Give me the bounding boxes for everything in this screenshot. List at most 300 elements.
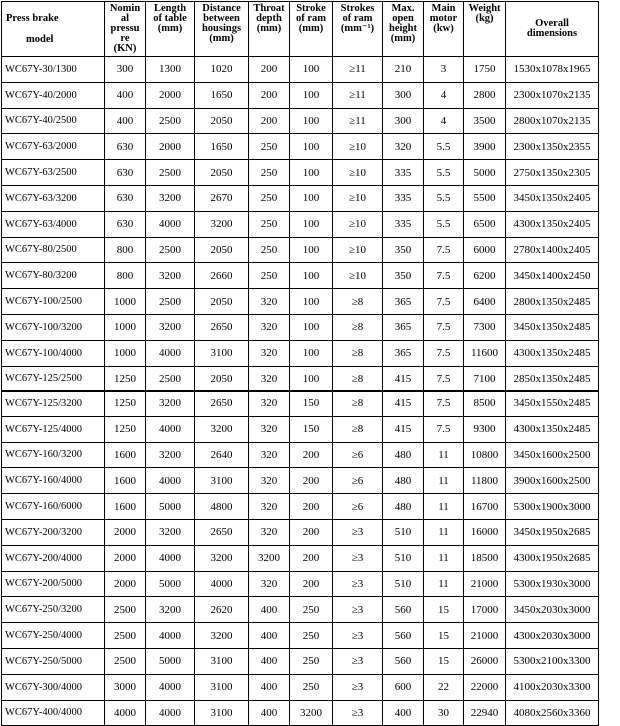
motor-cell: 15 [424,597,464,623]
table-row [2,674,599,700]
stroke-cell: 250 [290,648,333,674]
length-cell: 3200 [146,391,195,417]
distance-cell: 2050 [195,289,249,315]
stroke-cell: 100 [290,263,333,289]
pressure-cell: 800 [105,237,146,263]
length-cell: 5000 [146,648,195,674]
strokes-cell: ≥3 [333,571,383,597]
header-line: dimensions [526,28,578,39]
header-line: Overall [535,18,569,29]
weight-cell: 3500 [464,108,506,134]
dims-cell: 3900x1600x2500 [506,468,599,494]
length-cell: 4000 [146,700,195,726]
model-cell: WC67Y-400/4000 [2,700,105,726]
distance-cell: 3100 [195,468,249,494]
strokes-cell: ≥6 [333,494,383,520]
stroke-cell: 100 [290,211,333,237]
distance-cell: 2640 [195,442,249,468]
stroke-cell: 100 [290,289,333,315]
distance-cell: 2050 [195,160,249,186]
header-line: motor [429,13,458,24]
open-cell: 365 [383,340,424,366]
open-cell: 480 [383,468,424,494]
pressure-cell: 800 [105,263,146,289]
header-line: Nomin [109,3,141,14]
motor-cell: 5.5 [424,185,464,211]
length-cell: 5000 [146,571,195,597]
dims-cell: 3450x2030x3000 [506,597,599,623]
model-cell: WC67Y-200/4000 [2,545,105,571]
stroke-cell: 150 [290,391,333,417]
stroke-cell: 100 [290,314,333,340]
strokes-cell: ≥10 [333,211,383,237]
header-line: Distance [202,3,241,14]
table-row [2,416,599,442]
dims-cell: 5300x1900x3000 [506,494,599,520]
distance-cell: 3100 [195,674,249,700]
open-cell: 320 [383,134,424,160]
table-row [2,648,599,674]
open-cell: 480 [383,442,424,468]
weight-cell: 3900 [464,134,506,160]
strokes-cell: ≥10 [333,160,383,186]
table-row [2,185,599,211]
stroke-cell: 200 [290,468,333,494]
throat-cell: 200 [249,57,290,83]
throat-cell: 400 [249,648,290,674]
open-cell: 415 [383,391,424,417]
header-line: housings [201,23,242,34]
throat-cell: 320 [249,494,290,520]
pressure-cell: 630 [105,211,146,237]
model-cell: WC67Y-200/3200 [2,519,105,545]
throat-cell: 250 [249,185,290,211]
throat-cell: 400 [249,674,290,700]
open-cell: 300 [383,82,424,108]
header-line: al [120,13,130,24]
header-line: of table [153,13,187,24]
weight-cell: 16700 [464,494,506,520]
pressure-cell: 1000 [105,340,146,366]
header-line: (kw) [433,23,454,34]
dims-cell: 5300x1930x3000 [506,571,599,597]
pressure-cell: 2000 [105,571,146,597]
distance-cell: 2650 [195,391,249,417]
strokes-cell: ≥3 [333,623,383,649]
motor-cell: 11 [424,494,464,520]
distance-cell: 2670 [195,185,249,211]
header-line: (mm⁻¹) [340,23,375,34]
header-open [383,2,424,57]
weight-cell: 8500 [464,391,506,417]
strokes-cell: ≥3 [333,545,383,571]
throat-cell: 400 [249,623,290,649]
model-cell: WC67Y-160/4000 [2,468,105,494]
strokes-cell: ≥11 [333,57,383,83]
dims-cell: 1530x1078x1965 [506,57,599,83]
stroke-cell: 200 [290,545,333,571]
motor-cell: 11 [424,519,464,545]
header-line: Length [153,3,187,14]
open-cell: 480 [383,494,424,520]
model-cell: WC67Y-40/2500 [2,108,105,134]
stroke-cell: 100 [290,340,333,366]
motor-cell: 7.5 [424,366,464,392]
throat-cell: 320 [249,366,290,392]
length-cell: 4000 [146,468,195,494]
header-line: Main [431,3,456,14]
length-cell: 3200 [146,442,195,468]
table-row [2,263,599,289]
model-cell: WC67Y-100/2500 [2,289,105,315]
motor-cell: 7.5 [424,237,464,263]
length-cell: 2500 [146,289,195,315]
pressure-cell: 1600 [105,468,146,494]
throat-cell: 320 [249,391,290,417]
open-cell: 300 [383,108,424,134]
length-cell: 2500 [146,237,195,263]
open-cell: 560 [383,648,424,674]
distance-cell: 1020 [195,57,249,83]
throat-cell: 400 [249,597,290,623]
dims-cell: 2750x1350x2305 [506,160,599,186]
model-cell: WC67Y-125/2500 [2,366,105,392]
header-line: (mm) [256,23,282,34]
header-motor [424,2,464,57]
open-cell: 365 [383,289,424,315]
header-line: pressu [110,23,140,34]
motor-cell: 5.5 [424,160,464,186]
pressure-cell: 3000 [105,674,146,700]
strokes-cell: ≥10 [333,134,383,160]
motor-cell: 15 [424,623,464,649]
distance-cell: 1650 [195,82,249,108]
stroke-cell: 100 [290,134,333,160]
model-cell: WC67Y-30/1300 [2,57,105,83]
length-cell: 4000 [146,545,195,571]
pressure-cell: 630 [105,134,146,160]
dims-cell: 3450x1350x2485 [506,314,599,340]
distance-cell: 3100 [195,700,249,726]
open-cell: 415 [383,416,424,442]
stroke-cell: 100 [290,366,333,392]
table-row [2,289,599,315]
strokes-cell: ≥6 [333,468,383,494]
stroke-cell: 100 [290,57,333,83]
header-line: (mm) [157,23,183,34]
distance-cell: 2050 [195,108,249,134]
dims-cell: 4300x2030x3000 [506,623,599,649]
open-cell: 510 [383,571,424,597]
weight-cell: 11600 [464,340,506,366]
table-row [2,108,599,134]
length-cell: 2500 [146,160,195,186]
stroke-cell: 3200 [290,700,333,726]
header-throat [249,2,290,57]
weight-cell: 5000 [464,160,506,186]
length-cell: 2500 [146,108,195,134]
header-line: Weight [468,3,501,14]
pressure-cell: 2500 [105,623,146,649]
motor-cell: 7.5 [424,314,464,340]
table-row [2,211,599,237]
distance-cell: 3200 [195,416,249,442]
distance-cell: 3200 [195,211,249,237]
model-cell: WC67Y-80/3200 [2,263,105,289]
motor-cell: 7.5 [424,340,464,366]
motor-cell: 11 [424,468,464,494]
throat-cell: 320 [249,314,290,340]
weight-cell: 16000 [464,519,506,545]
table-header [2,2,599,57]
weight-cell: 6200 [464,263,506,289]
dims-cell: 2300x1350x2355 [506,134,599,160]
throat-cell: 320 [249,571,290,597]
strokes-cell: ≥8 [333,340,383,366]
open-cell: 510 [383,545,424,571]
strokes-cell: ≥3 [333,597,383,623]
model-cell: WC67Y-40/2000 [2,82,105,108]
stroke-cell: 100 [290,160,333,186]
model-cell: WC67Y-63/2500 [2,160,105,186]
table-row [2,314,599,340]
distance-cell: 4000 [195,571,249,597]
pressure-cell: 2500 [105,648,146,674]
distance-cell: 3200 [195,623,249,649]
distance-cell: 2050 [195,366,249,392]
table-row [2,494,599,520]
length-cell: 3200 [146,263,195,289]
header-dims [506,2,599,57]
weight-cell: 5500 [464,185,506,211]
distance-cell: 3100 [195,340,249,366]
motor-cell: 7.5 [424,416,464,442]
strokes-cell: ≥11 [333,82,383,108]
table-row [2,468,599,494]
length-cell: 4000 [146,340,195,366]
strokes-cell: ≥3 [333,648,383,674]
throat-cell: 320 [249,442,290,468]
throat-cell: 400 [249,700,290,726]
open-cell: 335 [383,160,424,186]
weight-cell: 7100 [464,366,506,392]
header-distance [195,2,249,57]
table-row [2,340,599,366]
spec-table-1 [1,1,599,392]
open-cell: 560 [383,623,424,649]
header-stroke [290,2,333,57]
length-cell: 3200 [146,314,195,340]
header-line: (kg) [475,13,494,24]
distance-cell: 2050 [195,237,249,263]
weight-cell: 22940 [464,700,506,726]
distance-cell: 2620 [195,597,249,623]
length-cell: 2000 [146,134,195,160]
throat-cell: 250 [249,237,290,263]
strokes-cell: ≥3 [333,674,383,700]
weight-cell: 9300 [464,416,506,442]
table-row [2,571,599,597]
model-cell: WC67Y-250/3200 [2,597,105,623]
pressure-cell: 630 [105,185,146,211]
pressure-cell: 400 [105,82,146,108]
model-cell: WC67Y-250/4000 [2,623,105,649]
open-cell: 335 [383,185,424,211]
distance-cell: 3100 [195,648,249,674]
pressure-cell: 1000 [105,289,146,315]
model-cell: WC67Y-100/3200 [2,314,105,340]
model-cell: WC67Y-160/6000 [2,494,105,520]
model-cell: WC67Y-125/3200 [2,391,105,417]
throat-cell: 320 [249,340,290,366]
header-line: Strokes [340,3,375,14]
distance-cell: 2650 [195,314,249,340]
pressure-cell: 1600 [105,442,146,468]
weight-cell: 10800 [464,442,506,468]
dims-cell: 2800x1350x2485 [506,289,599,315]
motor-cell: 5.5 [424,134,464,160]
pressure-cell: 630 [105,160,146,186]
dims-cell: 3450x1950x2685 [506,519,599,545]
dims-cell: 4300x1350x2485 [506,340,599,366]
stroke-cell: 100 [290,237,333,263]
weight-cell: 1750 [464,57,506,83]
model-cell: WC67Y-80/2500 [2,237,105,263]
header-line: depth [256,13,282,24]
table-row [2,391,599,417]
stroke-cell: 100 [290,82,333,108]
header-pressure [105,2,146,57]
stroke-cell: 250 [290,623,333,649]
table-row [2,237,599,263]
header-line: Press brake [6,13,59,24]
distance-cell: 2660 [195,263,249,289]
weight-cell: 26000 [464,648,506,674]
weight-cell: 7300 [464,314,506,340]
dims-cell: 4080x2560x3360 [506,700,599,726]
open-cell: 350 [383,237,424,263]
motor-cell: 11 [424,442,464,468]
header-line: of ram [342,13,373,24]
header-strokes [333,2,383,57]
weight-cell: 6000 [464,237,506,263]
motor-cell: 7.5 [424,391,464,417]
length-cell: 1300 [146,57,195,83]
model-cell: WC67Y-300/4000 [2,674,105,700]
strokes-cell: ≥8 [333,289,383,315]
motor-cell: 22 [424,674,464,700]
length-cell: 4000 [146,623,195,649]
model-cell: WC67Y-250/5000 [2,648,105,674]
dims-cell: 2850x1350x2485 [506,366,599,392]
model-cell: WC67Y-125/4000 [2,416,105,442]
motor-cell: 4 [424,108,464,134]
header-line: Stroke [296,3,326,14]
stroke-cell: 200 [290,442,333,468]
strokes-cell: ≥6 [333,442,383,468]
header-line: height [388,23,417,34]
motor-cell: 11 [424,545,464,571]
throat-cell: 320 [249,468,290,494]
throat-cell: 320 [249,416,290,442]
pressure-cell: 400 [105,108,146,134]
throat-cell: 250 [249,160,290,186]
table-row [2,82,599,108]
open-cell: 335 [383,211,424,237]
stroke-cell: 200 [290,571,333,597]
dims-cell: 3450x1550x2485 [506,391,599,417]
length-cell: 4000 [146,416,195,442]
distance-cell: 4800 [195,494,249,520]
weight-cell: 17000 [464,597,506,623]
header-line: of ram [295,13,327,24]
model-cell: WC67Y-63/4000 [2,211,105,237]
dims-cell: 3450x1350x2405 [506,185,599,211]
weight-cell: 2800 [464,82,506,108]
header-line: between [203,13,240,24]
open-cell: 415 [383,366,424,392]
motor-cell: 15 [424,648,464,674]
model-cell: WC67Y-100/4000 [2,340,105,366]
model-cell: WC67Y-63/3200 [2,185,105,211]
throat-cell: 250 [249,134,290,160]
stroke-cell: 100 [290,185,333,211]
throat-cell: 200 [249,108,290,134]
length-cell: 4000 [146,211,195,237]
weight-cell: 21000 [464,623,506,649]
strokes-cell: ≥10 [333,237,383,263]
table-row [2,623,599,649]
pressure-cell: 300 [105,57,146,83]
throat-cell: 200 [249,82,290,108]
header-length [146,2,195,57]
dims-cell: 4100x2030x3300 [506,674,599,700]
table-row [2,519,599,545]
header-line: model [26,34,54,45]
distance-cell: 3200 [195,545,249,571]
length-cell: 3200 [146,519,195,545]
weight-cell: 21000 [464,571,506,597]
header-line: (mm) [298,23,324,34]
strokes-cell: ≥10 [333,185,383,211]
weight-cell: 6400 [464,289,506,315]
header-line: (mm) [209,33,234,44]
dims-cell: 3450x1600x2500 [506,442,599,468]
strokes-cell: ≥8 [333,391,383,417]
header-line: Throat [253,3,285,14]
header-line: (KN) [113,43,137,54]
pressure-cell: 1250 [105,391,146,417]
pressure-cell: 1000 [105,314,146,340]
strokes-cell: ≥3 [333,519,383,545]
length-cell: 2500 [146,366,195,392]
strokes-cell: ≥3 [333,700,383,726]
table-row [2,700,599,726]
stroke-cell: 250 [290,674,333,700]
dims-cell: 4300x1350x2405 [506,211,599,237]
weight-cell: 18500 [464,545,506,571]
open-cell: 560 [383,597,424,623]
open-cell: 350 [383,263,424,289]
pressure-cell: 4000 [105,700,146,726]
dims-cell: 2800x1070x2135 [506,108,599,134]
motor-cell: 30 [424,700,464,726]
throat-cell: 250 [249,263,290,289]
distance-cell: 2650 [195,519,249,545]
length-cell: 4000 [146,674,195,700]
model-cell: WC67Y-63/2000 [2,134,105,160]
header-line: open [392,13,414,24]
